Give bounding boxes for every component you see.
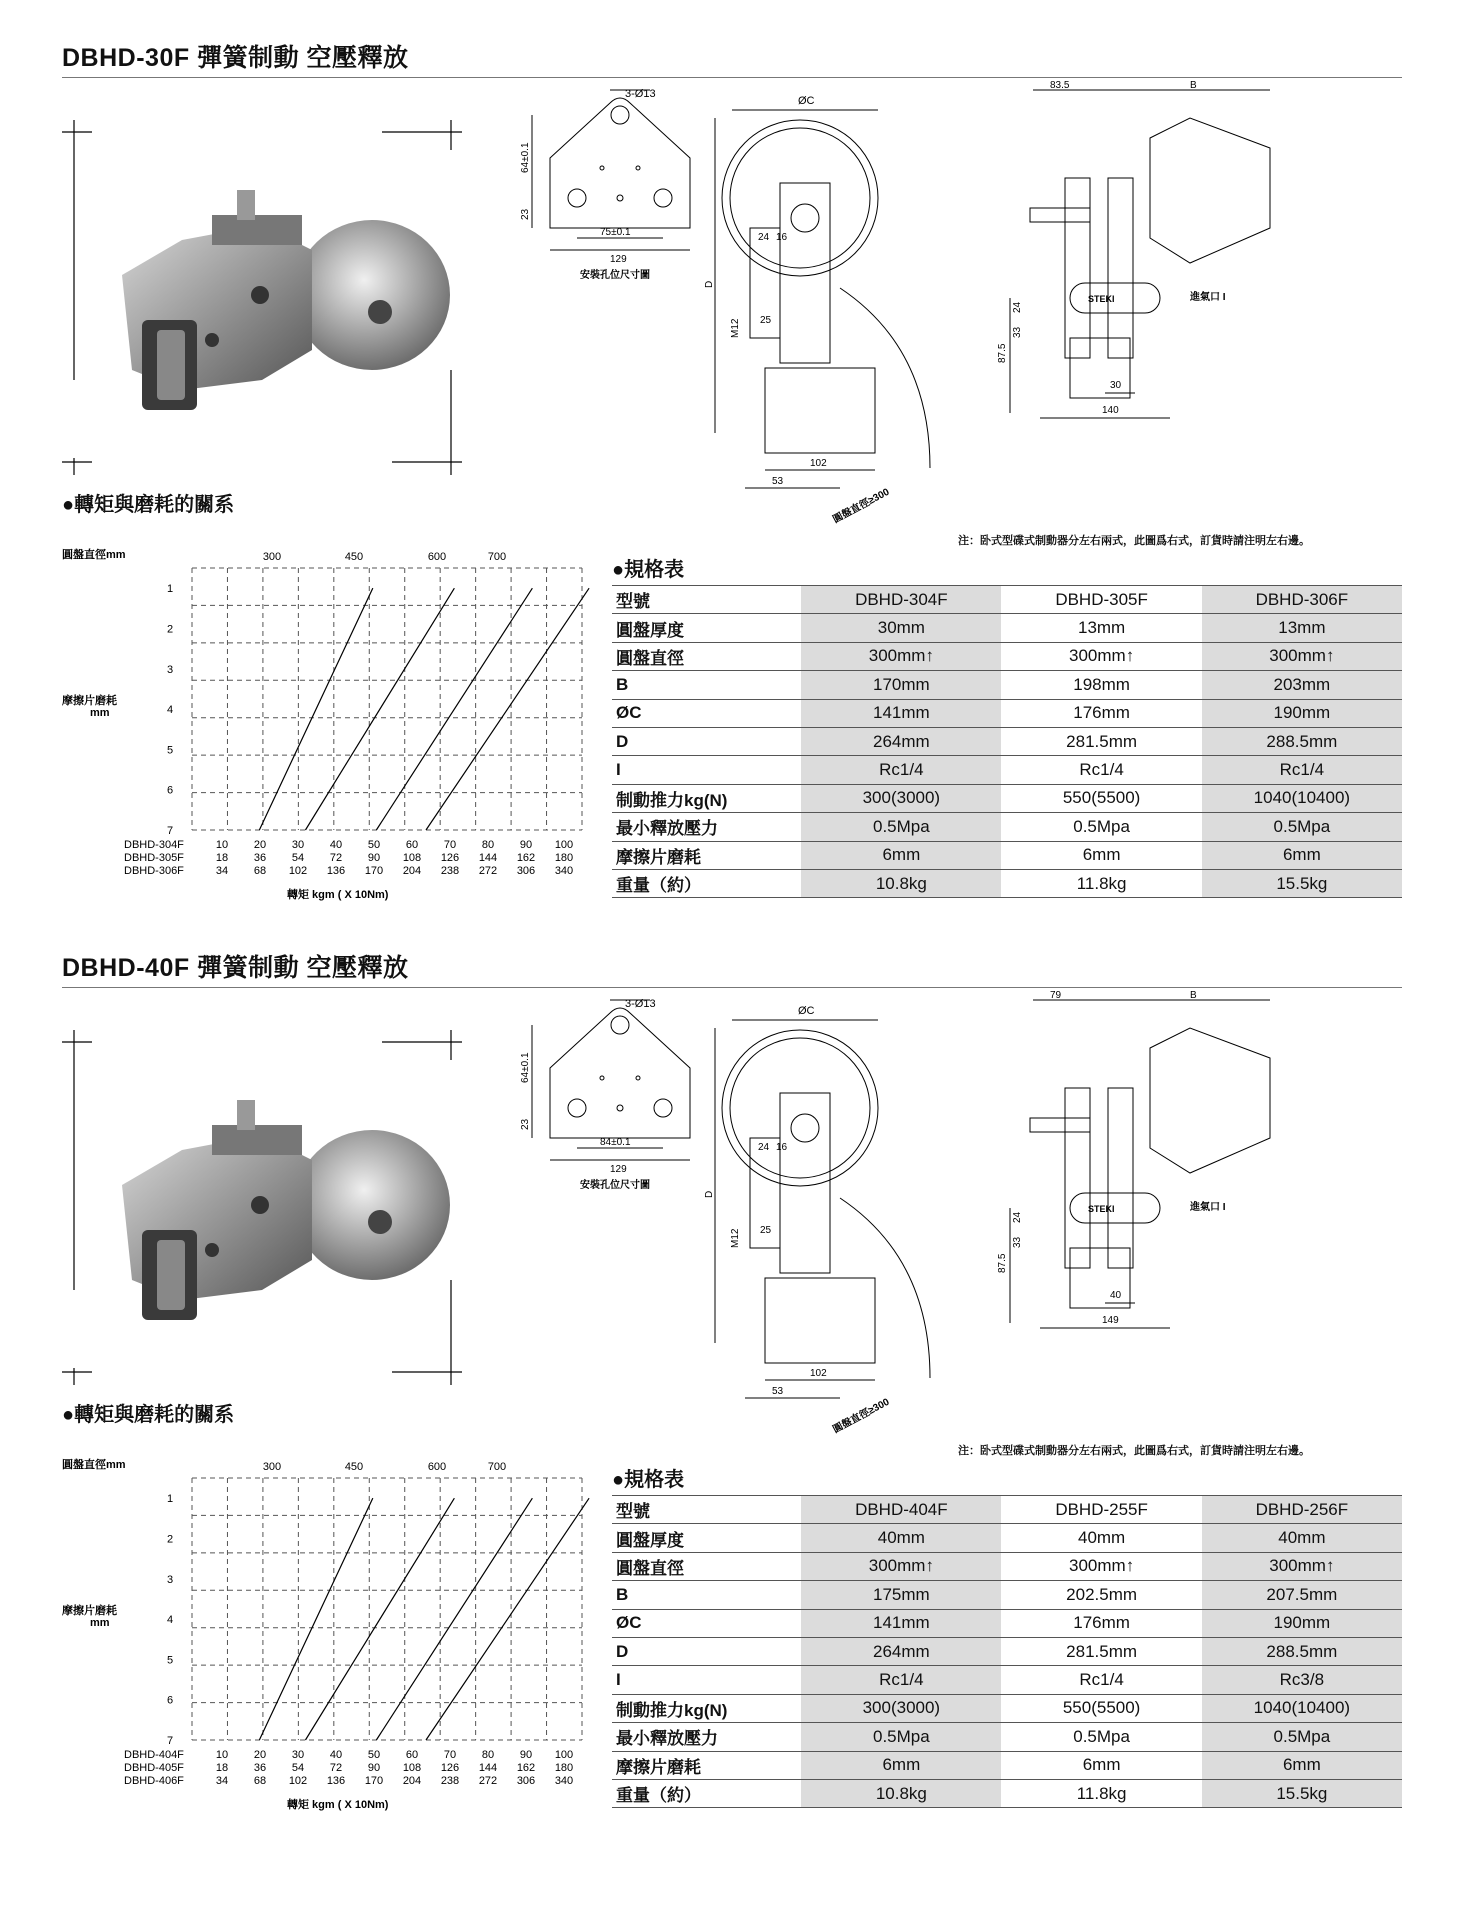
- spec-table: [612, 585, 1402, 898]
- torque-value: 36: [253, 1762, 267, 1774]
- dim-d: D: [704, 280, 715, 288]
- row-model: DBHD-304F: [124, 839, 184, 851]
- dim-w2: 129: [610, 254, 627, 265]
- y-tick: 1: [167, 583, 174, 596]
- dim-disc: 圓盤直徑≥300: [831, 1396, 892, 1436]
- y-tick: 3: [167, 663, 174, 676]
- spec-value: 190mm: [1202, 699, 1402, 727]
- spec-value: 11.8kg: [1001, 869, 1201, 897]
- spec-label: ØC: [612, 699, 801, 727]
- torque-value: 18: [215, 1762, 229, 1774]
- spec-label: ØC: [612, 1609, 801, 1637]
- torque-value: 68: [253, 1775, 267, 1787]
- spec-row: [612, 1609, 1402, 1637]
- mounting-hole-diagram: [532, 1000, 690, 1160]
- y-tick: 6: [167, 1694, 174, 1707]
- torque-value: 100: [554, 1749, 574, 1761]
- torque-value: 68: [253, 865, 267, 877]
- spec-value: Rc3/8: [1202, 1666, 1402, 1694]
- series-line-300: [259, 1498, 372, 1740]
- spec-value: 10.8kg: [801, 1779, 1001, 1807]
- spec-value: 288.5mm: [1202, 1637, 1402, 1665]
- torque-value: 108: [402, 1762, 422, 1774]
- dim-16: 16: [776, 232, 788, 243]
- spec-label: 最小釋放壓力: [612, 813, 801, 841]
- spec-row: [612, 1779, 1402, 1807]
- row-model: DBHD-306F: [124, 865, 184, 877]
- y-tick: 2: [167, 623, 174, 636]
- disc-label: 600: [427, 551, 447, 563]
- spec-value: 1040(10400): [1202, 784, 1402, 812]
- spec-label: 重量（約）: [612, 869, 801, 897]
- section-title: DBHD-40F 彈簧制動 空壓釋放: [62, 954, 409, 982]
- torque-value: 238: [440, 1775, 460, 1787]
- torque-value: 90: [367, 1762, 381, 1774]
- dim-h2: 23: [520, 208, 531, 220]
- torque-value: 144: [478, 852, 498, 864]
- section-title: DBHD-30F 彈簧制動 空壓釋放: [62, 44, 409, 72]
- torque-value: 50: [367, 1749, 381, 1761]
- spec-label: 摩擦片磨耗: [612, 841, 801, 869]
- spec-value: 0.5Mpa: [801, 813, 1001, 841]
- series-line-450: [305, 588, 454, 830]
- spec-value: 207.5mm: [1202, 1581, 1402, 1609]
- dim-h24: 24: [1012, 1211, 1023, 1223]
- dimension-drawings: [510, 80, 1410, 558]
- dim-25: 25: [760, 1225, 772, 1236]
- spec-value: 13mm: [1001, 614, 1201, 642]
- spec-value: 176mm: [1001, 699, 1201, 727]
- torque-value: 54: [291, 852, 305, 864]
- spec-value: 13mm: [1202, 614, 1402, 642]
- dim-16: 16: [776, 1142, 788, 1153]
- spec-value: Rc1/4: [1001, 756, 1201, 784]
- torque-value: 50: [367, 839, 381, 851]
- row-model: DBHD-404F: [124, 1749, 184, 1761]
- torque-wear-chart: [62, 548, 602, 928]
- y-tick: 4: [167, 704, 174, 717]
- spec-value: 300mm↑: [1001, 1552, 1201, 1580]
- y-side-label: 摩擦片磨耗: [62, 1605, 117, 1617]
- spec-value: 202.5mm: [1001, 1581, 1201, 1609]
- spec-value: 15.5kg: [1202, 869, 1402, 897]
- torque-value: 18: [215, 852, 229, 864]
- mounting-caption: 安裝孔位尺寸圖: [580, 270, 650, 281]
- torque-value: 90: [367, 852, 381, 864]
- spec-row: [612, 784, 1402, 812]
- dim-w1: 84±0.1: [600, 1137, 631, 1148]
- dim-holes: 3-Ø13: [625, 88, 656, 100]
- disc-label: 300: [262, 1461, 282, 1473]
- spec-value: 10.8kg: [801, 869, 1001, 897]
- dim-102: 102: [810, 458, 827, 469]
- disc-label: 450: [344, 1461, 364, 1473]
- torque-value: 90: [519, 839, 533, 851]
- dim-h33: 33: [1012, 326, 1023, 338]
- torque-value: 90: [519, 1749, 533, 1761]
- spec-value: 300(3000): [801, 1694, 1001, 1722]
- y-top-label: 圓盤直徑mm: [62, 549, 126, 561]
- dim-oc: ØC: [798, 1005, 815, 1017]
- spec-value: DBHD-304F: [801, 586, 1001, 614]
- title-divider: [62, 77, 1402, 78]
- spec-value: 141mm: [801, 699, 1001, 727]
- dim-h1: 64±0.1: [520, 1052, 531, 1083]
- spec-value: 300mm↑: [801, 642, 1001, 670]
- y-top-label: 圓盤直徑mm: [62, 1459, 126, 1471]
- torque-value: 20: [253, 839, 267, 851]
- spec-label: 圓盤直徑: [612, 642, 801, 670]
- chart-heading: ●轉矩與磨耗的關系: [62, 1404, 235, 1426]
- series-line-700: [426, 1498, 589, 1740]
- spec-label: 重量（約）: [612, 1779, 801, 1807]
- dim-53: 53: [772, 1386, 784, 1397]
- spec-value: 15.5kg: [1202, 1779, 1402, 1807]
- spec-value: DBHD-404F: [801, 1496, 1001, 1524]
- dim-102: 102: [810, 1368, 827, 1379]
- spec-label: 摩擦片磨耗: [612, 1751, 801, 1779]
- spec-value: 300mm↑: [1202, 642, 1402, 670]
- spec-value: 170mm: [801, 671, 1001, 699]
- spec-value: 6mm: [801, 1751, 1001, 1779]
- torque-value: 180: [554, 1762, 574, 1774]
- torque-value: 80: [481, 839, 495, 851]
- dim-140: 140: [1102, 405, 1119, 416]
- dim-h875: 87.5: [997, 343, 1008, 363]
- spec-value: 6mm: [1202, 841, 1402, 869]
- spec-row: [612, 727, 1402, 755]
- spec-value: 300mm↑: [801, 1552, 1001, 1580]
- spec-value: 175mm: [801, 1581, 1001, 1609]
- torque-value: 272: [478, 865, 498, 877]
- y-tick: 7: [167, 1735, 174, 1747]
- torque-value: 340: [554, 1775, 574, 1787]
- dim-oc: ØC: [798, 95, 815, 107]
- series-line-300: [259, 588, 372, 830]
- spec-heading: ●規格表: [612, 1469, 685, 1491]
- spec-value: 281.5mm: [1001, 1637, 1201, 1665]
- y-tick: 3: [167, 1573, 174, 1586]
- y-tick: 7: [167, 825, 174, 837]
- torque-value: 34: [215, 1775, 229, 1787]
- dim-d: D: [704, 1190, 715, 1198]
- spec-value: 40mm: [1001, 1524, 1201, 1552]
- dim-m12: M12: [730, 318, 741, 338]
- torque-value: 162: [516, 852, 536, 864]
- dim-holes: 3-Ø13: [625, 998, 656, 1010]
- torque-value: 204: [402, 1775, 422, 1787]
- dim-30: 30: [1110, 380, 1122, 391]
- torque-value: 170: [364, 1775, 384, 1787]
- spec-value: 0.5Mpa: [1001, 1723, 1201, 1751]
- spec-heading: ●規格表: [612, 559, 685, 581]
- spec-row: [612, 1694, 1402, 1722]
- spec-row: [612, 1723, 1402, 1751]
- spec-header-row: [612, 586, 1402, 614]
- torque-value: 70: [443, 839, 457, 851]
- dim-m12: M12: [730, 1228, 741, 1248]
- spec-value: DBHD-256F: [1202, 1496, 1402, 1524]
- spec-value: 203mm: [1202, 671, 1402, 699]
- dim-h1: 64±0.1: [520, 142, 531, 173]
- spec-label: I: [612, 1666, 801, 1694]
- dim-w1: 75±0.1: [600, 227, 631, 238]
- dim-140: 149: [1102, 1315, 1119, 1326]
- series-line-450: [305, 1498, 454, 1740]
- spec-value: DBHD-306F: [1202, 586, 1402, 614]
- spec-row: [612, 813, 1402, 841]
- dim-24: 24: [758, 1142, 770, 1153]
- spec-table: [612, 1495, 1402, 1808]
- spec-row: [612, 614, 1402, 642]
- spec-value: 550(5500): [1001, 784, 1201, 812]
- spec-row: [612, 671, 1402, 699]
- torque-value: 72: [329, 1762, 343, 1774]
- spec-value: 6mm: [1001, 1751, 1201, 1779]
- mounting-caption: 安裝孔位尺寸圖: [580, 1180, 650, 1191]
- disc-label: 700: [487, 1461, 507, 1473]
- spec-row: [612, 1581, 1402, 1609]
- inlet-label: 進氣口 I: [1190, 1202, 1226, 1213]
- spec-label: 制動推力kg(N): [612, 784, 801, 812]
- spec-value: 300(3000): [801, 784, 1001, 812]
- dim-30: 40: [1110, 1290, 1122, 1301]
- spec-row: [612, 1637, 1402, 1665]
- dim-h2: 23: [520, 1118, 531, 1130]
- brake-product-photo: [62, 120, 462, 475]
- spec-label: 最小釋放壓力: [612, 1723, 801, 1751]
- dim-h24: 24: [1012, 301, 1023, 313]
- torque-value: 170: [364, 865, 384, 877]
- spec-value: 141mm: [801, 1609, 1001, 1637]
- torque-value: 306: [516, 865, 536, 877]
- series-line-600: [376, 588, 532, 830]
- y-tick: 5: [167, 744, 174, 757]
- torque-value: 340: [554, 865, 574, 877]
- torque-wear-chart: [62, 1458, 602, 1838]
- torque-value: 34: [215, 865, 229, 877]
- spec-value: 0.5Mpa: [1001, 813, 1201, 841]
- dim-disc: 圓盤直徑≥300: [831, 486, 892, 526]
- spec-label: 型號: [612, 586, 801, 614]
- y-tick: 6: [167, 784, 174, 797]
- spec-label: B: [612, 671, 801, 699]
- spec-value: 0.5Mpa: [1202, 813, 1402, 841]
- torque-value: 144: [478, 1762, 498, 1774]
- spec-label: 型號: [612, 1496, 801, 1524]
- spec-label: 圓盤厚度: [612, 614, 801, 642]
- spec-label: B: [612, 1581, 801, 1609]
- chart-heading: ●轉矩與磨耗的關系: [62, 494, 235, 516]
- torque-value: 108: [402, 852, 422, 864]
- spec-row: [612, 1524, 1402, 1552]
- dim-83: 83.5: [1050, 80, 1070, 91]
- spec-row: [612, 699, 1402, 727]
- y-tick: 4: [167, 1614, 174, 1627]
- torque-value: 306: [516, 1775, 536, 1787]
- dim-53: 53: [772, 476, 784, 487]
- torque-value: 180: [554, 852, 574, 864]
- torque-value: 54: [291, 1762, 305, 1774]
- brand-label: STEKI: [1088, 294, 1115, 304]
- dim-b: B: [1190, 990, 1197, 1001]
- spec-row: [612, 1552, 1402, 1580]
- spec-label: 制動推力kg(N): [612, 1694, 801, 1722]
- disc-label: 450: [344, 551, 364, 563]
- torque-value: 36: [253, 852, 267, 864]
- spec-label: 圓盤厚度: [612, 1524, 801, 1552]
- spec-value: 40mm: [1202, 1524, 1402, 1552]
- section-dbhd-30f: [0, 0, 1460, 920]
- torque-value: 80: [481, 1749, 495, 1761]
- spec-value: Rc1/4: [1001, 1666, 1201, 1694]
- spec-label: I: [612, 756, 801, 784]
- spec-value: 198mm: [1001, 671, 1201, 699]
- torque-value: 126: [440, 1762, 460, 1774]
- spec-value: 300mm↑: [1001, 642, 1201, 670]
- dim-h875: 87.5: [997, 1253, 1008, 1273]
- y-tick: 1: [167, 1493, 174, 1506]
- spec-value: 0.5Mpa: [801, 1723, 1001, 1751]
- inlet-label: 進氣口 I: [1190, 292, 1226, 303]
- torque-value: 102: [288, 1775, 308, 1787]
- spec-label: D: [612, 1637, 801, 1665]
- spec-value: 281.5mm: [1001, 727, 1201, 755]
- orientation-note: 注：卧式型碟式制動器分左右兩式，此圖爲右式，訂貨時請注明左右邊。: [958, 535, 1310, 547]
- spec-value: 264mm: [801, 727, 1001, 755]
- row-model: DBHD-405F: [124, 1762, 184, 1774]
- row-model: DBHD-305F: [124, 852, 184, 864]
- disc-label: 300: [262, 551, 282, 563]
- spec-value: 6mm: [1202, 1751, 1402, 1779]
- spec-value: 40mm: [801, 1524, 1001, 1552]
- x-label: 轉矩 kgm ( X 10Nm): [287, 1799, 389, 1811]
- dimension-drawings: [510, 990, 1410, 1468]
- spec-label: D: [612, 727, 801, 755]
- torque-value: 136: [326, 1775, 346, 1787]
- torque-value: 238: [440, 865, 460, 877]
- row-model: DBHD-406F: [124, 1775, 184, 1787]
- dim-83: 79: [1050, 990, 1062, 1001]
- torque-value: 40: [329, 1749, 343, 1761]
- spec-value: Rc1/4: [801, 1666, 1001, 1694]
- torque-value: 30: [291, 1749, 305, 1761]
- torque-value: 272: [478, 1775, 498, 1787]
- torque-value: 136: [326, 865, 346, 877]
- x-label: 轉矩 kgm ( X 10Nm): [287, 889, 389, 901]
- spec-value: 30mm: [801, 614, 1001, 642]
- torque-value: 204: [402, 865, 422, 877]
- torque-value: 72: [329, 852, 343, 864]
- spec-row: [612, 642, 1402, 670]
- brand-label: STEKI: [1088, 1204, 1115, 1214]
- spec-value: DBHD-305F: [1001, 586, 1201, 614]
- spec-header-row: [612, 1496, 1402, 1524]
- dim-w2: 129: [610, 1164, 627, 1175]
- torque-value: 20: [253, 1749, 267, 1761]
- spec-value: DBHD-255F: [1001, 1496, 1201, 1524]
- spec-label: 圓盤直徑: [612, 1552, 801, 1580]
- y-unit-label: mm: [90, 1617, 110, 1629]
- y-side-label: 摩擦片磨耗: [62, 695, 117, 707]
- spec-value: 6mm: [1001, 841, 1201, 869]
- dim-24: 24: [758, 232, 770, 243]
- series-line-600: [376, 1498, 532, 1740]
- y-tick: 2: [167, 1533, 174, 1546]
- mounting-hole-diagram: [532, 90, 690, 250]
- torque-value: 60: [405, 1749, 419, 1761]
- torque-value: 10: [215, 1749, 229, 1761]
- orientation-note: 注：卧式型碟式制動器分左右兩式，此圖爲右式，訂貨時請注明左右邊。: [958, 1445, 1310, 1457]
- spec-value: 0.5Mpa: [1202, 1723, 1402, 1751]
- torque-value: 60: [405, 839, 419, 851]
- torque-value: 102: [288, 865, 308, 877]
- spec-value: 11.8kg: [1001, 1779, 1201, 1807]
- y-unit-label: mm: [90, 707, 110, 719]
- torque-value: 70: [443, 1749, 457, 1761]
- torque-value: 126: [440, 852, 460, 864]
- spec-value: 300mm↑: [1202, 1552, 1402, 1580]
- spec-row: [612, 841, 1402, 869]
- spec-value: 190mm: [1202, 1609, 1402, 1637]
- torque-value: 40: [329, 839, 343, 851]
- dim-b: B: [1190, 80, 1197, 91]
- spec-row: [612, 1751, 1402, 1779]
- title-divider: [62, 987, 1402, 988]
- torque-value: 30: [291, 839, 305, 851]
- brake-product-photo: [62, 1030, 462, 1385]
- spec-value: Rc1/4: [1202, 756, 1402, 784]
- spec-value: 264mm: [801, 1637, 1001, 1665]
- series-line-700: [426, 588, 589, 830]
- spec-value: Rc1/4: [801, 756, 1001, 784]
- spec-row: [612, 869, 1402, 897]
- spec-value: 1040(10400): [1202, 1694, 1402, 1722]
- spec-value: 176mm: [1001, 1609, 1201, 1637]
- disc-label: 600: [427, 1461, 447, 1473]
- spec-row: [612, 1666, 1402, 1694]
- dim-25: 25: [760, 315, 772, 326]
- y-tick: 5: [167, 1654, 174, 1667]
- torque-value: 162: [516, 1762, 536, 1774]
- spec-value: 6mm: [801, 841, 1001, 869]
- disc-label: 700: [487, 551, 507, 563]
- spec-value: 288.5mm: [1202, 727, 1402, 755]
- dim-h33: 33: [1012, 1236, 1023, 1248]
- spec-row: [612, 756, 1402, 784]
- spec-value: 550(5500): [1001, 1694, 1201, 1722]
- torque-value: 10: [215, 839, 229, 851]
- torque-value: 100: [554, 839, 574, 851]
- section-dbhd-40f: [0, 910, 1460, 1830]
